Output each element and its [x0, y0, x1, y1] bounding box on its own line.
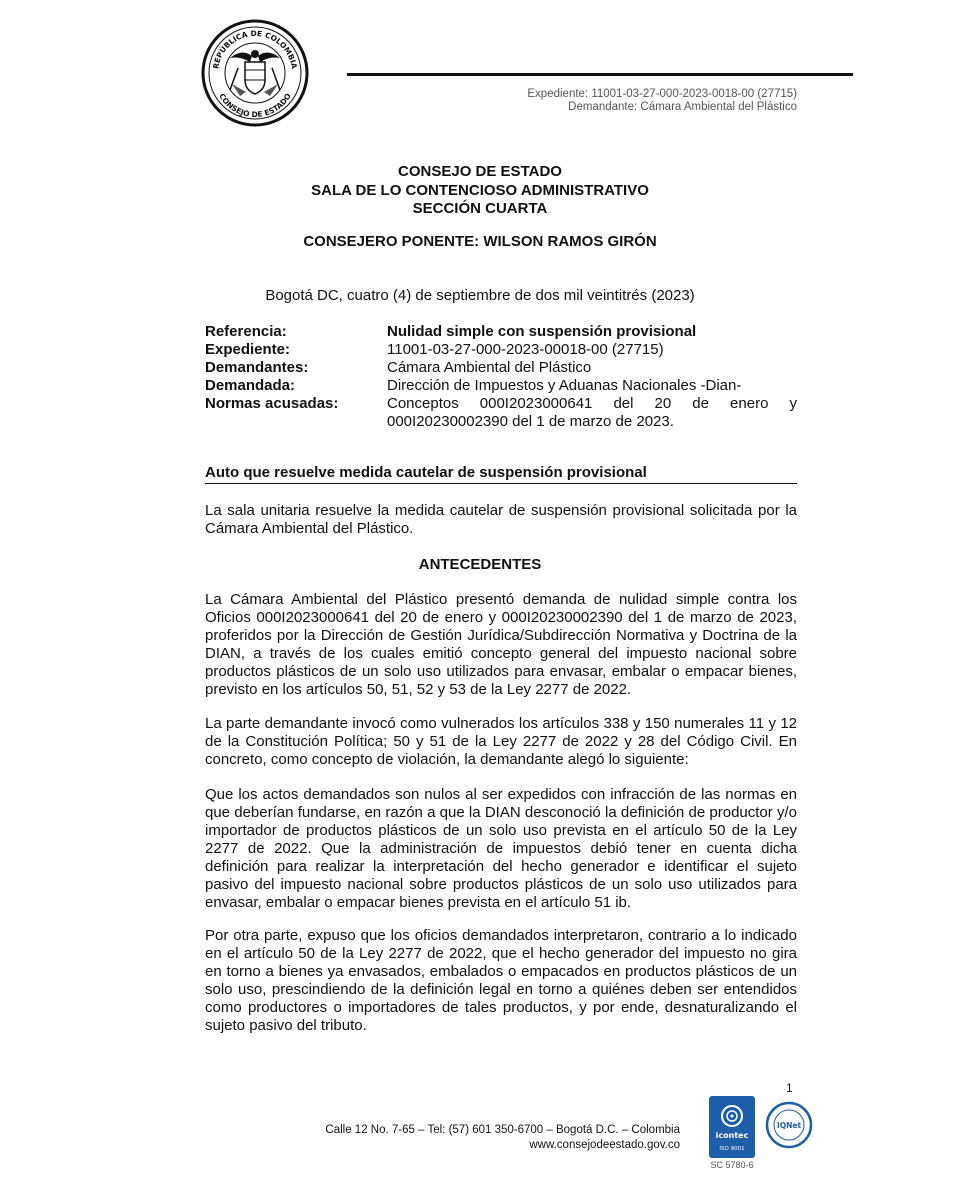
document-titles: [0, 163, 960, 219]
reference-block: [205, 323, 797, 431]
title-chamber: SALA DE LO CONTENCIOSO ADMINISTRATIVO: [311, 181, 649, 199]
reference-label: Normas acusadas:: [205, 395, 339, 412]
antecedentes-paragraph-2: La parte demandante invocó como vulnerados los artículos 338 y 150 numerales 11 y 12 de la Constitución Política; 50 y 51 de la Ley 2277 de 2022 y 28 del Código Civil. En concreto, como concepto de violación, la demandante alegó lo siguiente:: [205, 715, 797, 768]
footer-address: Calle 12 No. 7-65 – Tel: (57) 601 350-6700 – Bogotá D.C. – Colombia: [325, 1124, 680, 1136]
antecedentes-heading: ANTECEDENTES: [418, 556, 542, 573]
page-number: 1: [786, 1081, 793, 1095]
reference-row-demandada: [205, 377, 797, 395]
svg-text:icontec: icontec: [715, 1131, 749, 1140]
title-section: SECCIÓN CUARTA: [412, 200, 548, 217]
reference-value: 11001-03-27-000-2023-00018-00 (27715): [387, 341, 664, 358]
reference-row-normas: [205, 395, 797, 431]
auto-title: Auto que resuelve medida cautelar de suspensión provisional: [205, 464, 797, 484]
reference-value: Conceptos 000I2023000641 del 20 de enero y 000I20230002390 del 1 de marzo de 2023.: [387, 395, 797, 430]
title-court: CONSEJO DE ESTADO: [398, 163, 562, 180]
reference-label: Demandantes:: [205, 359, 309, 376]
header-demandante: Demandante: Cámara Ambiental del Plástico: [568, 101, 797, 113]
antecedentes-paragraph-4: Por otra parte, expuso que los oficios demandados interpretaron, contrario a lo indicado en el artículo 50 de la Ley 2277 de 2022, que el hecho generador del impuesto no gira en torno a bienes ya envasados, embalados o empacados en productos plásticos de un solo uso, prescindiendo de la definición legal en torno a quiénes deben ser entendidos como productores o importadores de tales productos, y por ende, desnaturalizando el sujeto pasivo del tributo.: [205, 927, 797, 1034]
antecedentes-paragraph-1: La Cámara Ambiental del Plástico presentó demanda de nulidad simple contra los Oficios 000I2023000641 del 20 de enero y 000I20230002390 del 1 de marzo de 2023, proferidos por la Dirección de Gestión Jurídica/Subdirección Normativa y Doctrina de la DIAN, a través de los cuales emitió concepto general del impuesto nacional sobre productos plásticos de un solo uso utilizados para envasar, embalar o empacar bienes, previsto en los artículos 50, 51, 52 y 53 de la Ley 2277 de 2022.: [205, 591, 797, 698]
reference-value: Cámara Ambiental del Plástico: [387, 359, 592, 376]
svg-text:CONSEJO DE ESTADO: CONSEJO DE ESTADO: [217, 91, 293, 120]
sc-certificate-code: SC 5780-6: [710, 1160, 754, 1170]
iqnet-certification-logo: [765, 1101, 813, 1149]
consejo-de-estado-seal: [200, 18, 310, 128]
header-expediente: Expediente: 11001-03-27-000-2023-0018-00 (27715): [527, 88, 797, 100]
footer-website: www.consejodeestado.gov.co: [529, 1139, 680, 1151]
header-rule: [347, 73, 853, 76]
icontec-certification-logo: [709, 1096, 755, 1158]
reference-value: Dirección de Impuestos y Aduanas Nacionales -Dian-: [387, 377, 742, 394]
consejero-ponente: CONSEJERO PONENTE: WILSON RAMOS GIRÓN: [303, 233, 657, 250]
date-line: Bogotá DC, cuatro (4) de septiembre de dos mil veintitrés (2023): [265, 287, 695, 304]
intro-paragraph: La sala unitaria resuelve la medida cautelar de suspensión provisional solicitada por la Cámara Ambiental del Plástico.: [205, 502, 797, 537]
svg-text:REPÚBLICA DE COLOMBIA: REPÚBLICA DE COLOMBIA: [211, 28, 299, 70]
reference-row-expediente: [205, 341, 797, 359]
reference-row-demandantes: [205, 359, 797, 377]
reference-label: Demandada:: [205, 377, 296, 394]
reference-row-referencia: [205, 323, 797, 341]
svg-text:ISO 9001: ISO 9001: [719, 1146, 745, 1152]
reference-value: Nulidad simple con suspensión provisional: [387, 323, 697, 340]
header-case-info: [527, 88, 797, 114]
reference-label: Expediente:: [205, 341, 291, 358]
antecedentes-paragraph-3: Que los actos demandados son nulos al ser expedidos con infracción de las normas en que deberían fundarse, en razón a que la DIAN desconoció la definición de productor y/o importador de productos plásticos de un solo uso prevista en el artículo 50 de la Ley 2277 de 2022. Que la administración de impuestos debió tener en cuenta dicha definición para realizar la interpretación del hecho generador e identificar el sujeto pasivo del impuesto nacional sobre productos plásticos de un solo uso utilizados para envasar, embalar o empacar bienes prevista en el artículo 51 ib.: [205, 786, 797, 911]
svg-text:IQNet: IQNet: [776, 1121, 802, 1130]
footer-contact: [300, 1123, 680, 1153]
reference-label: Referencia:: [205, 323, 287, 340]
